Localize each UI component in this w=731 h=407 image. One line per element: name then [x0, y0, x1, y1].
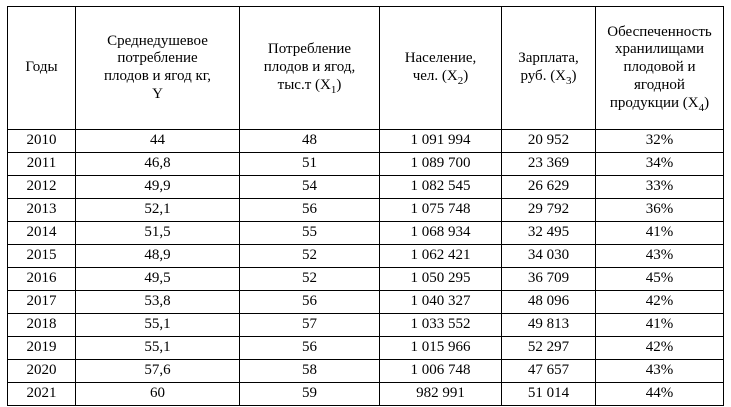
cell-storage-capacity: 41% [596, 314, 724, 337]
cell-consumption-per-capita: 46,8 [76, 153, 240, 176]
cell-storage-capacity: 41% [596, 222, 724, 245]
cell-salary: 20 952 [502, 130, 596, 153]
column-header-line: продукции $(X_4)$ [609, 94, 710, 114]
column-header-line: Годы [25, 59, 58, 76]
table-row [8, 222, 724, 245]
cell-salary: 49 813 [502, 314, 596, 337]
cell-consumption-per-capita: 55,1 [76, 314, 240, 337]
cell-population: 1 075 748 [380, 199, 502, 222]
column-header-consumption-total [240, 7, 380, 130]
cell-consumption-per-capita: 51,5 [76, 222, 240, 245]
variable-subscript: 4 [698, 101, 705, 114]
column-header-line: Обеспеченность [607, 23, 712, 40]
cell-salary: 36 709 [502, 268, 596, 291]
table-row [8, 314, 724, 337]
cell-consumption-total: 58 [240, 360, 380, 383]
cell-year: 2014 [8, 222, 76, 245]
cell-consumption-total: 55 [240, 222, 380, 245]
cell-population: 1 068 934 [380, 222, 502, 245]
table-header [8, 7, 724, 130]
cell-consumption-per-capita: 44 [76, 130, 240, 153]
table-header-row [8, 7, 724, 130]
cell-salary: 29 792 [502, 199, 596, 222]
variable-subscript: 2 [457, 75, 464, 87]
cell-consumption-per-capita: 55,1 [76, 337, 240, 360]
table-row [8, 383, 724, 406]
cell-storage-capacity: 43% [596, 360, 724, 383]
cell-population: 1 089 700 [380, 153, 502, 176]
cell-year: 2021 [8, 383, 76, 406]
cell-storage-capacity: 42% [596, 291, 724, 314]
cell-consumption-per-capita: 52,1 [76, 199, 240, 222]
cell-consumption-total: 56 [240, 291, 380, 314]
cell-salary: 32 495 [502, 222, 596, 245]
cell-consumption-per-capita: 57,6 [76, 360, 240, 383]
table-body [8, 130, 724, 406]
cell-year: 2010 [8, 130, 76, 153]
data-table [7, 6, 724, 406]
cell-population: 1 062 421 [380, 245, 502, 268]
table-row [8, 130, 724, 153]
cell-salary: 48 096 [502, 291, 596, 314]
cell-storage-capacity: 42% [596, 337, 724, 360]
column-header-line: Среднедушевое [107, 32, 208, 49]
cell-population: 982 991 [380, 383, 502, 406]
cell-population: 1 091 994 [380, 130, 502, 153]
cell-population: 1 033 552 [380, 314, 502, 337]
column-header-line: Зарплата, [518, 50, 579, 67]
column-header-line: плодовой и [623, 59, 696, 76]
cell-consumption-total: 52 [240, 268, 380, 291]
column-header-line: хранилищами [615, 41, 704, 58]
cell-consumption-total: 56 [240, 199, 380, 222]
cell-salary: 47 657 [502, 360, 596, 383]
cell-year: 2016 [8, 268, 76, 291]
cell-year: 2018 [8, 314, 76, 337]
cell-consumption-per-capita: 53,8 [76, 291, 240, 314]
column-header-consumption-per-capita [76, 7, 240, 130]
cell-consumption-total: 52 [240, 245, 380, 268]
cell-year: 2015 [8, 245, 76, 268]
table-row [8, 360, 724, 383]
cell-year: 2011 [8, 153, 76, 176]
cell-storage-capacity: 33% [596, 176, 724, 199]
column-header-line: потребление [117, 50, 198, 67]
column-header-line: руб. $(X_3)$ [520, 68, 577, 87]
column-header-line: Население, [404, 50, 477, 67]
cell-consumption-total: 56 [240, 337, 380, 360]
column-header-years [8, 7, 76, 130]
cell-consumption-per-capita: 49,9 [76, 176, 240, 199]
variable-subscript: 3 [566, 75, 572, 87]
cell-consumption-total: 48 [240, 130, 380, 153]
column-header-line: плодов и ягод, [263, 59, 356, 76]
table-row [8, 199, 724, 222]
cell-year: 2013 [8, 199, 76, 222]
cell-storage-capacity: 36% [596, 199, 724, 222]
cell-salary: 34 030 [502, 245, 596, 268]
table-row [8, 176, 724, 199]
variable-subscript: 1 [330, 83, 337, 96]
column-header-line: Y [152, 85, 163, 102]
cell-year: 2020 [8, 360, 76, 383]
cell-consumption-total: 54 [240, 176, 380, 199]
cell-storage-capacity: 44% [596, 383, 724, 406]
cell-consumption-total: 51 [240, 153, 380, 176]
table-row [8, 291, 724, 314]
cell-population: 1 050 295 [380, 268, 502, 291]
cell-consumption-total: 57 [240, 314, 380, 337]
cell-year: 2017 [8, 291, 76, 314]
column-header-line: Потребление [267, 41, 352, 58]
cell-storage-capacity: 34% [596, 153, 724, 176]
cell-year: 2012 [8, 176, 76, 199]
cell-consumption-total: 59 [240, 383, 380, 406]
cell-consumption-per-capita: 60 [76, 383, 240, 406]
cell-year: 2019 [8, 337, 76, 360]
cell-salary: 52 297 [502, 337, 596, 360]
table-row [8, 245, 724, 268]
column-header-storage-capacity [596, 7, 724, 130]
cell-population: 1 015 966 [380, 337, 502, 360]
column-header-line: тыс.т $(X_1)$ [277, 76, 342, 96]
cell-storage-capacity: 45% [596, 268, 724, 291]
cell-population: 1 082 545 [380, 176, 502, 199]
column-header-population [380, 7, 502, 130]
cell-salary: 23 369 [502, 153, 596, 176]
table-row [8, 337, 724, 360]
cell-storage-capacity: 43% [596, 245, 724, 268]
cell-salary: 26 629 [502, 176, 596, 199]
cell-population: 1 006 748 [380, 360, 502, 383]
cell-consumption-per-capita: 49,5 [76, 268, 240, 291]
cell-salary: 51 014 [502, 383, 596, 406]
column-header-line: чел. $(X_2)$ [412, 68, 469, 87]
cell-population: 1 040 327 [380, 291, 502, 314]
column-header-salary [502, 7, 596, 130]
cell-consumption-per-capita: 48,9 [76, 245, 240, 268]
column-header-line: плодов и ягод кг, [104, 68, 211, 84]
table-row [8, 268, 724, 291]
cell-storage-capacity: 32% [596, 130, 724, 153]
table-row [8, 153, 724, 176]
column-header-line: ягодной [634, 76, 685, 93]
